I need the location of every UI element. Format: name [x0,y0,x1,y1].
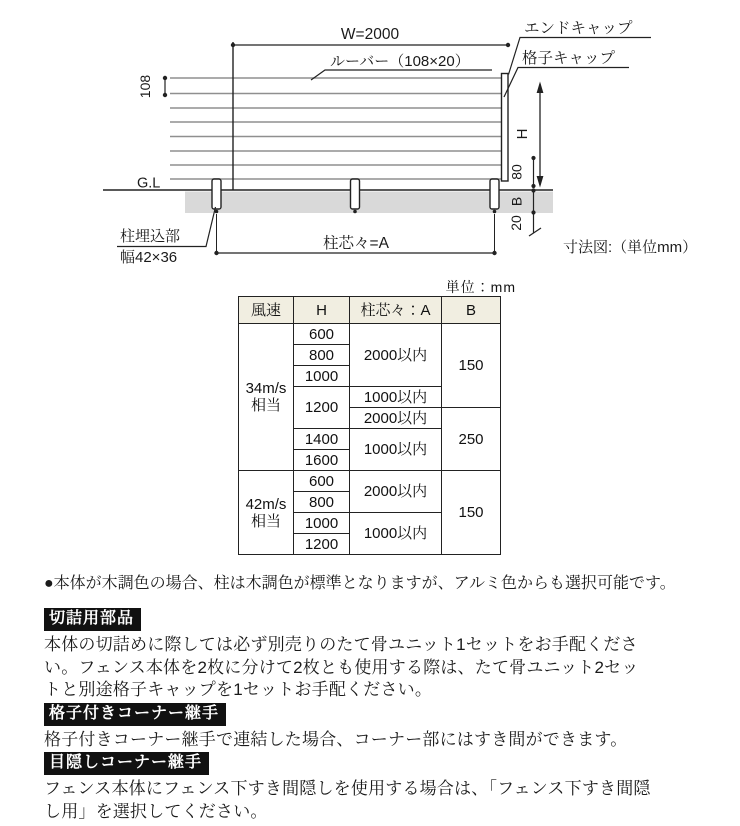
h-value: 800 [294,345,350,366]
col-header-wind: 風速 [239,297,294,324]
section-body-line: 本体の切詰めに際しては必ず別売りのたて骨ユニット1セットをお手配くださ [44,635,638,654]
h-value: 800 [294,492,350,513]
section-body-line: フェンス本体にフェンス下すき間隠しを使用する場合は、「フェンス下すき間隠 [44,779,651,798]
a-value: 1000以内 [350,513,442,555]
h-value: 1600 [294,450,350,471]
width-dim-label: W=2000 [340,26,400,43]
b-value: 250 [442,408,501,471]
section-body [44,729,716,752]
post-embed-label: 柱埋込部 [120,228,181,245]
end-cap-label: エンドキャップ [524,20,633,37]
dim-108-label: 108 [137,74,153,99]
h-value: 1000 [294,513,350,534]
notes-section [44,574,716,824]
dim-b-label: B [508,196,525,207]
a-value: 2000以内 [350,408,442,429]
ground-level-label: G.L [137,175,161,192]
col-header-b: B [442,297,501,324]
section-title-row [44,608,716,631]
section-body-line: 格子付きコーナー継手で連結した場合、コーナー部にはすき間ができます。 [44,729,628,749]
table-row [239,471,501,492]
louver-label: ルーバー（108×20） [330,53,470,70]
unit-note: 単位：mm [445,279,516,295]
section-body [44,778,716,823]
section-body [44,634,716,702]
section-body-line: し用」を選択してください。 [44,801,268,821]
col-header-a: 柱芯々：A [350,297,442,324]
section-title-row [44,752,716,775]
a-value: 2000以内 [350,324,442,387]
a-value: 1000以内 [350,429,442,471]
post-embed-size-label: 幅42×36 [120,249,178,266]
louver-lines [170,78,502,179]
section-title-row [44,703,716,726]
wind-group-label: 42m/s 相当 [239,471,294,555]
dim-20-label: 20 [508,215,524,231]
a-value: 2000以内 [350,471,442,513]
a-value: 1000以内 [350,387,442,408]
table-header-row [239,297,501,324]
arrowhead-down [537,176,544,188]
h-value: 1400 [294,429,350,450]
h-value: 600 [294,471,350,492]
h-value: 600 [294,324,350,345]
section-body-line: トと別途格子キャップを1セットお手配ください。 [44,680,433,699]
lattice-cap-label: 格子キャップ [522,50,616,67]
dim-80-label: 80 [508,164,525,180]
b-value: 150 [442,324,501,408]
fence-dimension-diagram [0,0,740,272]
h-value: 1200 [294,534,350,555]
section-title-badge: 切詰用部品 [44,608,141,631]
post-pitch-label: 柱芯々=A [323,235,389,252]
dim-h-label: H [514,128,531,140]
spec-table [238,296,501,555]
table-row [239,324,501,345]
section-title-badge: 格子付きコーナー継手 [44,703,226,726]
h-value: 1200 [294,387,350,429]
col-header-h: H [294,297,350,324]
wind-group-label: 34m/s 相当 [239,324,294,471]
lattice-cap-leader [504,68,629,98]
arrowhead-up [537,82,544,94]
b-value: 150 [442,471,501,555]
section-title-badge: 目隠しコーナー継手 [44,752,209,775]
color-note: ●本体が木調色の場合、柱は木調色が標準となりますが、アルミ色からも選択可能です。 [44,575,676,592]
h-value: 1000 [294,366,350,387]
diagram-caption: 寸法図:（単位mm） [563,239,698,256]
section-body-line: い。フェンス本体を2枚に分けて2枚とも使用する際は、たて骨ユニット2セッ [44,657,639,677]
dim-20-slash [529,228,541,236]
